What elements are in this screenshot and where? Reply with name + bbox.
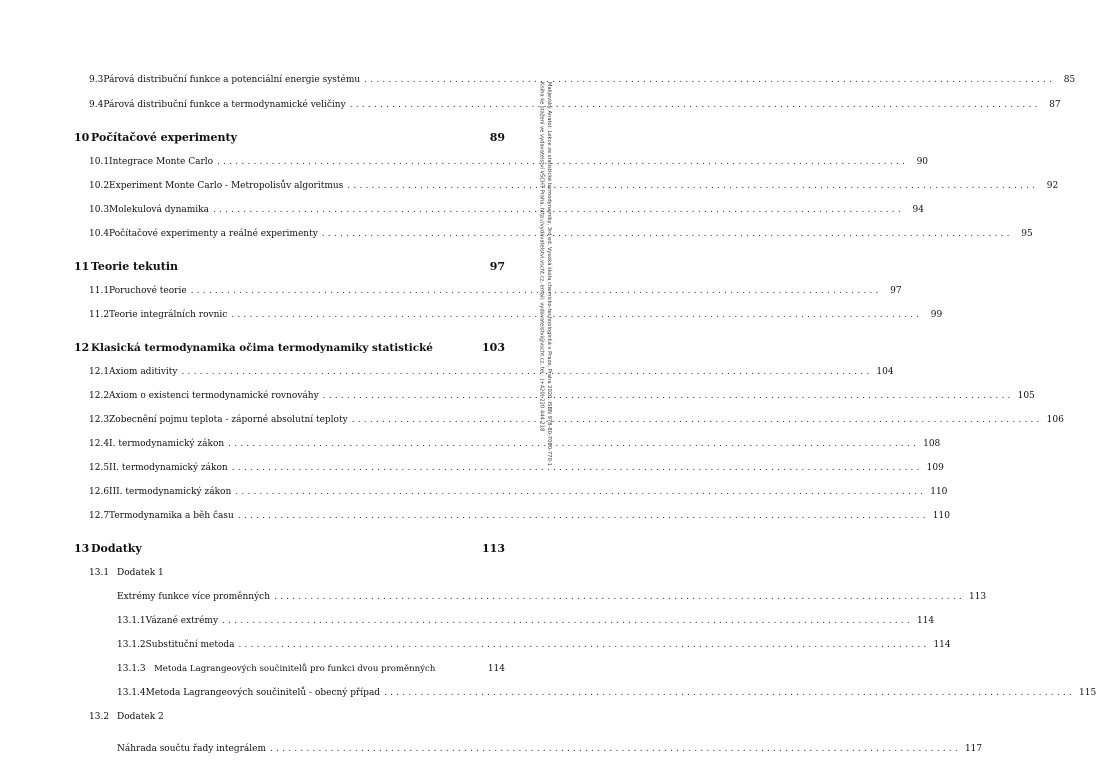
chapter-page: 113 [482,542,505,555]
entry-page: 106 [1046,415,1064,425]
entry-page: 109 [926,463,944,473]
entry-page: 115 [1079,688,1096,698]
entry-number: 13.1 [89,568,110,578]
entry-number: 13.1.1 [117,616,146,626]
entry-page: 104 [876,367,894,377]
entry-number: 11.1 [89,286,110,296]
entry-number: 10.4 [89,229,110,239]
entry-page: 113 [968,592,987,602]
leader-dots: .................................................................................................................. [321,229,1013,239]
toc-entry[interactable] [117,742,983,756]
toc-entry[interactable] [89,284,902,298]
entry-number: 12.2 [89,391,110,401]
toc-entry[interactable] [117,638,951,652]
toc-entry[interactable] [89,710,505,724]
entry-number: 9.4 [89,100,104,110]
entry-number: 12.6 [89,487,110,497]
toc-entry[interactable] [89,227,1033,241]
leader-dots: .................................................................................................................. [364,75,1056,85]
chapter-title: Dodatky [91,542,142,555]
entry-title: Experiment Monte Carlo - Metropolisův algoritmus [109,181,344,191]
entry-title: Integrace Monte Carlo [109,157,214,167]
chapter-title: Teorie tekutin [91,260,179,273]
entry-number: 12.3 [89,415,110,425]
toc-entry[interactable] [89,509,950,523]
entry-number: 13.1.3 [117,664,146,674]
leader-dots: .................................................................................................................. [181,367,873,377]
toc-entry[interactable] [117,590,987,604]
entry-page: 99 [930,310,943,320]
leader-dots: .................................................................................................................. [231,310,923,320]
entry-number: 12.4 [89,439,110,449]
leader-dots: .................................................................................................................. [384,688,1076,698]
entry-title: Zobecnění pojmu teplota - záporné absolutní teploty [109,415,348,425]
entry-page: 85 [1063,75,1076,85]
chapter-entry[interactable] [74,131,505,145]
entry-title: Náhrada součtu řady integrálem [117,744,267,754]
entry-page: 114 [916,616,935,626]
leader-dots: .................................................................................................................. [235,487,927,497]
entry-title: Extrémy funkce více proměnných [117,592,271,602]
entry-page: 110 [930,487,948,497]
entry-number: 13.1.4 [117,688,146,698]
entry-page: 114 [487,664,505,674]
entry-page: 95 [1021,229,1033,239]
entry-page: 92 [1046,181,1059,191]
copyright-sidebar [537,82,552,466]
chapter-page: 89 [489,131,505,144]
entry-number: 11.2 [89,310,110,320]
chapter-entry[interactable] [74,260,505,274]
toc-entry[interactable] [89,389,1035,403]
entry-number: 13.2 [89,712,110,722]
chapter-entry[interactable] [74,341,505,355]
entry-title: Axiom aditivity [109,367,178,377]
entry-title: II. termodynamický zákon [109,463,228,473]
leader-dots: .................................................................................................................. [238,640,930,650]
leader-dots: .................................................................................................................. [190,286,882,296]
leader-dots: .................................................................................................................. [217,157,909,167]
leader-dots: .................................................................................................................. [228,439,920,449]
entry-page: 108 [923,439,941,449]
chapter-number: 10 [74,131,90,144]
entry-page: 110 [932,511,950,521]
toc-entry[interactable] [89,98,1061,112]
toc-entry[interactable] [89,203,924,217]
toc-entry[interactable] [89,485,948,499]
entry-number: 12.5 [89,463,110,473]
entry-title: Dodatek 1 [117,568,164,578]
chapter-title: Počítačové experimenty [91,131,237,144]
toc-entry[interactable] [117,686,1096,700]
entry-page: 94 [912,205,924,215]
sidebar-line-1: Malijevský Anatol: Lekce ze statistické termodynamiky, 3rd ed. Vysoká škola chemicko-technologická v Praze, Praha 2020. ISBN 978-80-7080-770-1 [546,82,552,466]
entry-page: 97 [890,286,902,296]
entry-title: Dodatek 2 [117,712,164,722]
toc-entry[interactable] [89,73,1076,87]
chapter-page: 103 [482,341,505,354]
leader-dots: .................................................................................................................. [231,463,923,473]
leader-dots: .................................................................................................................. [222,616,913,626]
entry-title: Metoda Lagrangeových součinitelů - obecný případ [145,688,381,698]
entry-number: 12.1 [89,367,110,377]
toc-entry[interactable] [89,566,505,580]
entry-title: I. termodynamický zákon [109,439,225,449]
entry-number: 10.3 [89,205,110,215]
toc-entry[interactable] [89,437,941,451]
toc-entry[interactable] [89,155,929,169]
toc-entry[interactable] [89,179,1059,193]
leader-dots: .................................................................................................................. [349,100,1041,110]
entry-page: 114 [933,640,951,650]
entry-title: Teorie integrálních rovnic [109,310,228,320]
sidebar-line-2: Kniha ke stažení ve vydavatelství VŠCHT Praha, http://vydavatelstvi.vscht.cz, email: vydavatelstvi@vscht.cz, tel.: (+420) 220 444 218 [538,82,545,432]
toc-entry[interactable] [89,461,944,475]
leader-dots: .................................................................................................................. [347,181,1039,191]
entry-page: 117 [964,744,983,754]
entry-title: III. termodynamický zákon [109,487,232,497]
entry-page: 90 [916,157,929,167]
entry-page: 105 [1017,391,1035,401]
entry-title: Vázané extrémy [145,616,219,626]
leader-dots: .................................................................................................................. [322,391,1014,401]
entry-number: 13.1.2 [117,640,146,650]
leader-dots: .................................................................................................................. [274,592,965,602]
leader-dots: .................................................................................................................. [351,415,1043,425]
entry-number: 10.1 [89,157,110,167]
entry-title: Substituční metoda [145,640,235,650]
entry-title: Poruchové teorie [109,286,187,296]
toc-entry[interactable] [89,365,894,379]
toc-entry[interactable] [117,614,935,628]
chapter-title: Klasická termodynamika očima termodynamiky statistické [91,342,433,354]
toc-entry[interactable] [117,662,505,676]
entry-title: Párová distribuční funkce a potenciální energie systému [103,75,361,85]
chapter-number: 12 [74,341,90,354]
entry-number: 10.2 [89,181,110,191]
chapter-entry[interactable] [74,542,505,556]
leader-dots: .................................................................................................................. [270,744,961,754]
entry-title: Počítačové experimenty a reálné experimenty [109,229,318,239]
chapter-page: 97 [489,260,505,273]
toc-entry[interactable] [89,413,1064,427]
toc-entry[interactable] [89,308,943,322]
leader-dots: .................................................................................................................. [212,205,904,215]
entry-title: Párová distribuční funkce a termodynamické veličiny [103,100,346,110]
chapter-number: 13 [74,542,90,555]
entry-title: Axiom o existenci termodynamické rovnováhy [109,391,319,401]
leader-dots: .................................................................................................................. [237,511,929,521]
chapter-number: 11 [74,260,90,273]
entry-title: Metoda Lagrangeových součinitelů pro funkci dvou proměnných [154,664,436,674]
entry-number: 9.3 [89,75,104,85]
entry-title: Molekulová dynamika [109,205,209,215]
entry-number: 12.7 [89,511,110,521]
entry-title: Termodynamika a běh času [109,511,234,521]
entry-page: 87 [1049,100,1061,110]
